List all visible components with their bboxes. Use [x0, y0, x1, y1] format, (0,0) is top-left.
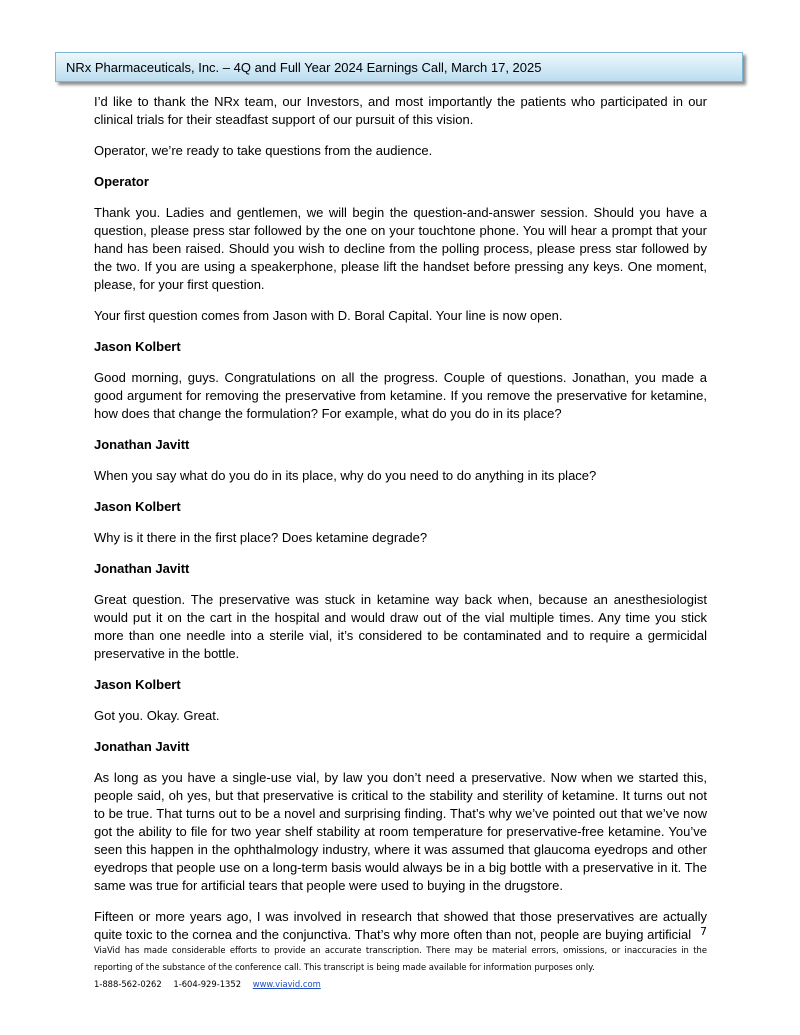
footer-phone: 1-888-562-0262 — [94, 979, 162, 989]
speaker-name: Jason Kolbert — [94, 339, 181, 354]
paragraph: Thank you. Ladies and gentlemen, we will begin the question-and-answer session. Should you have a question, please press star followed by the one on your touchtone phone. You will hear a prompt that your hand has been raised. Should you wish to decline from the polling process, please press star followed by the two. If you are using a speakerphone, please lift the handset before pressing any keys. One moment, please, for your first question. — [94, 205, 707, 292]
header-title: NRx Pharmaceuticals, Inc. – 4Q and Full Year 2024 Earnings Call, March 17, 2025 — [66, 60, 542, 75]
document-header — [55, 52, 743, 82]
footer-disclaimer: ViaVid has made considerable efforts to provide an accurate transcription. There may be material errors, omissions, or inaccuracies in the reporting of the substance of the conference call. This transcript is being made available for information purposes only. — [94, 945, 707, 972]
footer-contacts — [94, 976, 707, 993]
paragraph: Got you. Okay. Great. — [94, 708, 220, 723]
paragraph: Fifteen or more years ago, I was involved in research that showed that those preservatives are actually quite toxic to the cornea and the conjunctiva. That’s why more often than not, people are buying artificial — [94, 909, 707, 942]
paragraph: Great question. The preservative was stuck in ketamine way back when, because an anesthesiologist would put it on the cart in the hospital and would draw out of the vial multiple times. Any time you stick more than one needle into a sterile vial, it’s considered to be contaminated and to require a germicidal preservative in the bottle. — [94, 592, 707, 661]
page-number: 7 — [700, 925, 707, 938]
speaker-name: Jonathan Javitt — [94, 561, 190, 576]
paragraph: Why is it there in the first place? Does ketamine degrade? — [94, 530, 428, 545]
paragraph: I’d like to thank the NRx team, our Investors, and most importantly the patients who participated in our clinical trials for their steadfast support of our pursuit of this vision. — [94, 94, 707, 127]
speaker-name: Jonathan Javitt — [94, 437, 190, 452]
paragraph: Your first question comes from Jason with D. Boral Capital. Your line is now open. — [94, 308, 563, 323]
footer-website-link[interactable]: www.viavid.com — [252, 979, 321, 989]
speaker-name: Jason Kolbert — [94, 499, 181, 514]
speaker-name: Operator — [94, 174, 149, 189]
speaker-name: Jason Kolbert — [94, 677, 181, 692]
transcript-body — [94, 93, 707, 957]
footer-phone: 1-604-929-1352 — [173, 979, 242, 989]
paragraph: When you say what do you do in its place, why do you need to do anything in its place? — [94, 468, 597, 483]
paragraph: Operator, we’re ready to take questions from the audience. — [94, 143, 433, 158]
paragraph: As long as you have a single-use vial, by law you don’t need a preservative. Now when we started this, people said, oh yes, but that preservative is critical to the stability and sterility of ketamine. It turns out not to be true. That turns out to be a novel and surprising finding. That’s why we’ve pointed out that we’ve now got the ability to file for two year shelf stability at room temperature for preservative-free ketamine. You’ve seen this happen in the ophthalmology industry, where it was assumed that glaucoma eyedrops and other eyedrops that people use on a long-term basis would always be in a big bottle with a preservative in it. The same was true for artificial tears that people were used to buying in the drugstore. — [94, 770, 707, 893]
paragraph: Good morning, guys. Congratulations on all the progress. Couple of questions. Jonathan, you made a good argument for removing the preservative from ketamine. If you remove the preservative for ketamine, how does that change the formulation? For example, what do you do in its place? — [94, 370, 707, 421]
footer — [94, 942, 707, 993]
speaker-name: Jonathan Javitt — [94, 739, 190, 754]
